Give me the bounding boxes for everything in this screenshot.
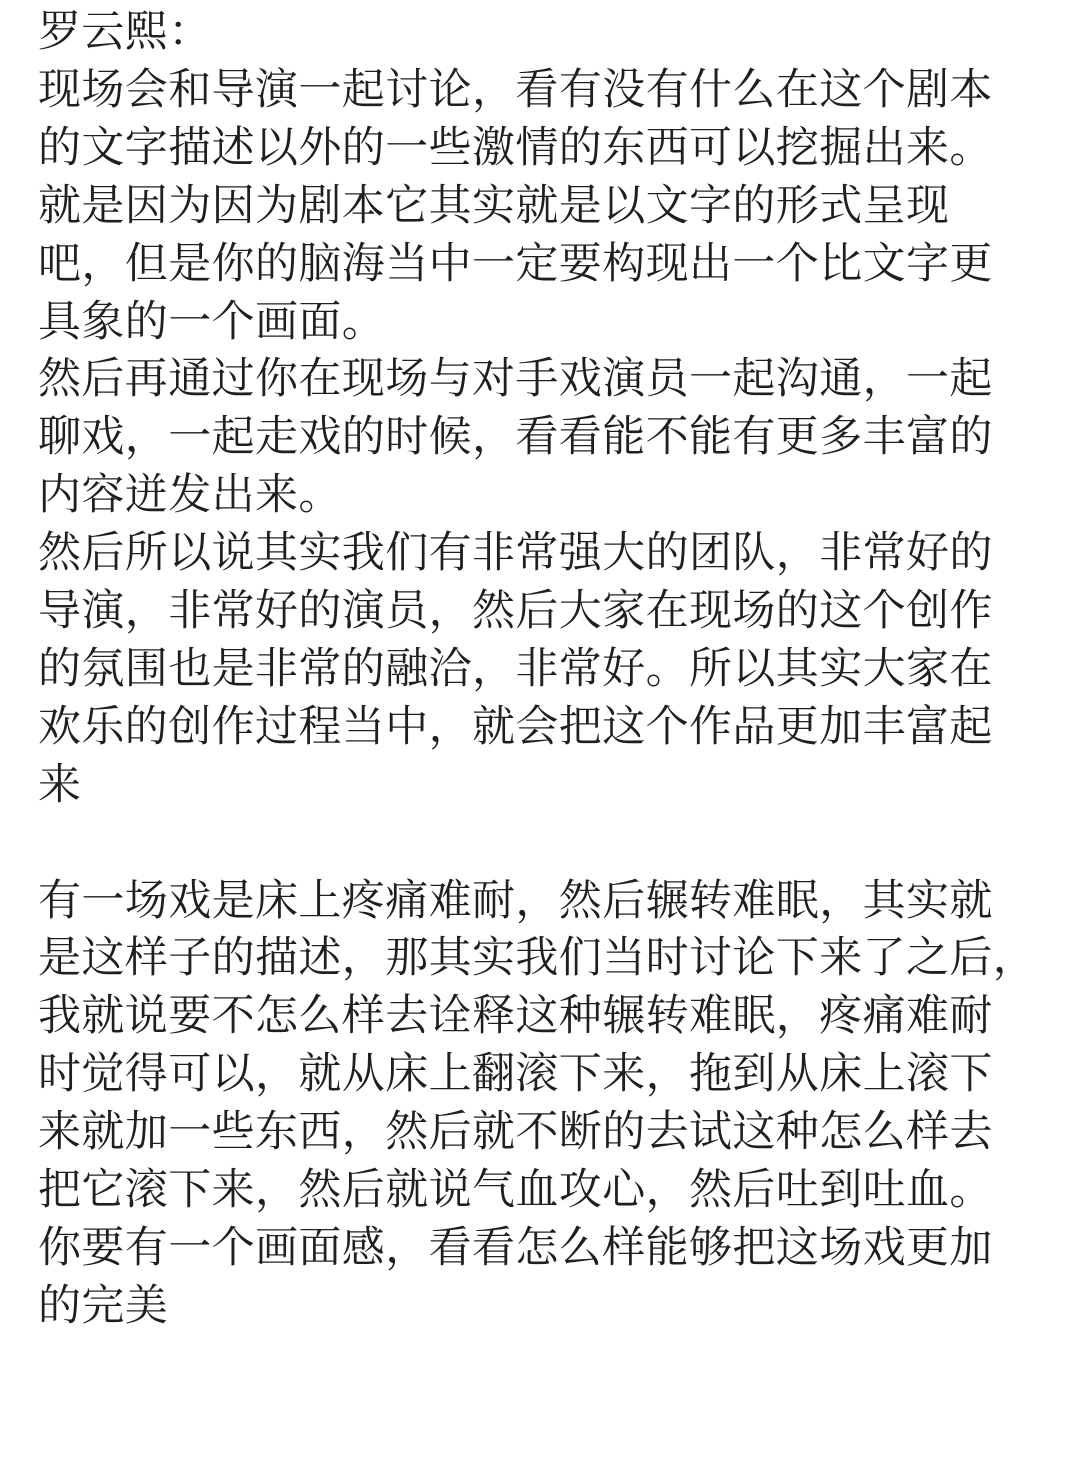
text-line: 我就说要不怎么样去诠释这种辗转难眠，疼痛难耐 [38, 991, 993, 1042]
text-line: 你要有一个画面感，看看怎么样能够把这场戏更加 [38, 1223, 993, 1274]
text-line: 来 [38, 759, 82, 810]
text-line: 来就加一些东西，然后就不断的去试这种怎么样去 [38, 1107, 993, 1158]
paragraph-6 [38, 1220, 1048, 1336]
text-line: 的完美 [38, 1280, 169, 1331]
paragraph-4 [38, 525, 1048, 815]
text-line: 欢乐的创作过程当中，就会把这个作品更加丰富起 [38, 701, 993, 752]
text-line: 有一场戏是床上疼痛难耐，然后辗转难眠，其实就 [38, 875, 993, 926]
paragraph-5 [38, 873, 1048, 1220]
document-body [38, 4, 1048, 1336]
text-line: 就是因为因为剧本它其实就是以文字的形式呈现 [38, 180, 950, 231]
text-line: 是这样子的描述，那其实我们当时讨论下来了之后， [38, 933, 1037, 984]
text-line: 内容迸发出来。 [38, 470, 342, 521]
text-line: 把它滚下来，然后就说气血攻心，然后吐到吐血。 [38, 1165, 993, 1216]
paragraph-1 [38, 62, 1048, 178]
text-line: 具象的一个画面。 [38, 296, 386, 347]
text-line: 现场会和导演一起讨论，看有没有什么在这个剧本 [38, 64, 993, 115]
paragraph-spacer [38, 815, 1048, 873]
paragraph-2 [38, 178, 1048, 352]
speaker-label [38, 4, 1048, 62]
text-line: 吧，但是你的脑海当中一定要构现出一个比文字更 [38, 238, 993, 289]
text-line: 然后所以说其实我们有非常强大的团队，非常好的 [38, 528, 993, 579]
text-line: 导演，非常好的演员，然后大家在现场的这个创作 [38, 586, 993, 637]
text-line: 的氛围也是非常的融洽，非常好。所以其实大家在 [38, 643, 993, 694]
speaker-name: 罗云熙： [38, 7, 212, 57]
text-line: 然后再通过你在现场与对手戏演员一起沟通，一起 [38, 354, 993, 405]
text-line: 聊戏，一起走戏的时候，看看能不能有更多丰富的 [38, 412, 993, 463]
paragraph-3 [38, 351, 1048, 525]
text-line: 的文字描述以外的一些激情的东西可以挖掘出来。 [38, 122, 993, 173]
text-line: 时觉得可以，就从床上翻滚下来，拖到从床上滚下 [38, 1049, 993, 1100]
